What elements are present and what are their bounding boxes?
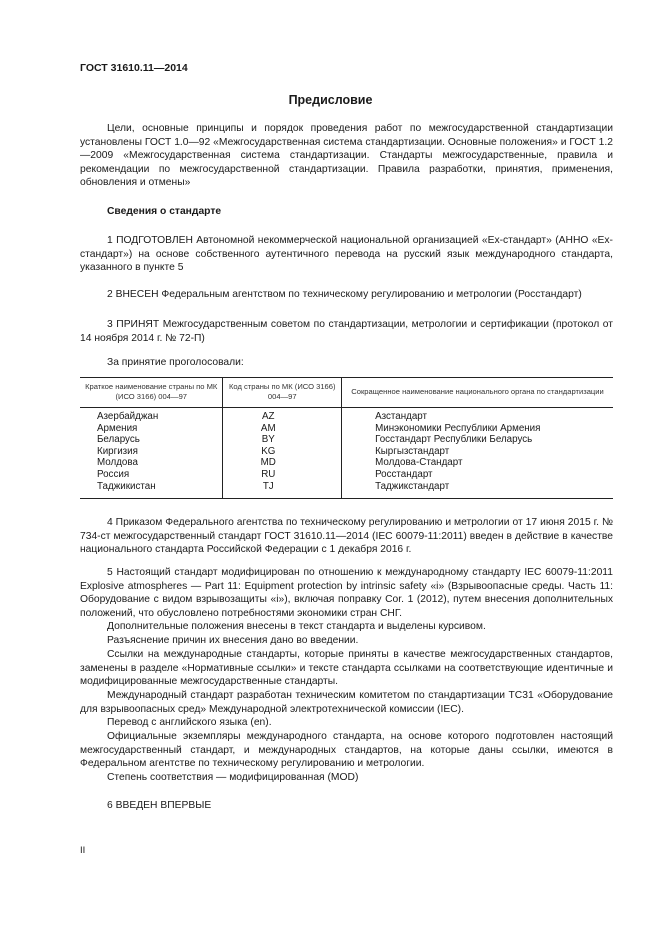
- country-code: TJ: [262, 480, 274, 492]
- country-name: Армения: [97, 422, 138, 434]
- country-name: Киргизия: [97, 445, 138, 457]
- page-number: II: [80, 845, 86, 856]
- country-code: AM: [260, 422, 276, 434]
- table-row: [80, 408, 613, 499]
- standards-body: Кыргызстандарт: [375, 445, 450, 457]
- item-5-explanation: Разъяснение причин их внесения дано во введении.: [107, 635, 359, 646]
- country-code: RU: [261, 468, 276, 480]
- country-code: KG: [261, 445, 276, 457]
- section-title: Предисловие: [288, 93, 373, 107]
- item-5: 5 Настоящий стандарт модифицирован по отношению к международному стандарту IEC 60079-11:2011 Explosive atmospheres — Part 11: Equipment protection by intrinsic safety «i» (Взрывоопасные среды. Часть 11: Оборудование с видом взрывозащиты «i»), включая поправку Cor. 1 (2012), путем внесения дополнительных положений, что обусловлено потребностями экономики стран СНГ.: [80, 567, 613, 619]
- standards-body: Госстандарт Республики Беларусь: [375, 434, 533, 446]
- country-name: Таджикистан: [97, 480, 156, 492]
- voting-table: [80, 377, 613, 499]
- item-5-degree: Степень соответствия — модифицированная (MOD): [107, 772, 359, 783]
- item-5-official-copies: Официальные экземпляры международного стандарта, на основе которого подготовлен настоящий межгосударственный стандарт, и международных стандартов, на которые даны ссылки, имеются в Федеральном агентстве по техническому регулированию и метрологии.: [80, 731, 613, 769]
- body-column: [342, 408, 613, 499]
- country-name: Россия: [97, 468, 130, 480]
- country-name: Азербайджан: [97, 411, 159, 422]
- item-1: 1 ПОДГОТОВЛЕН Автономной некоммерческой национальной организацией «Ех-стандарт» (АННО «Ех-стандарт») на основе собственного аутентичного перевода на русский язык международного стандарта, указанного в пункте 5: [80, 235, 613, 273]
- table-header-code: Код страны по МК (ИСО 3166) 004—97: [223, 378, 342, 408]
- info-heading: Сведения о стандарте: [107, 206, 222, 217]
- item-4: 4 Приказом Федерального агентства по техническому регулированию и метрологии от 17 июня 2015 г. № 734-ст межгосударственный стандарт ГОСТ 31610.11—2014 (IEC 60079-11:2011) введен в действие в качестве национального стандарта Российской Федерации с 1 декабря 2016 г.: [80, 517, 613, 555]
- item-2: 2 ВНЕСЕН Федеральным агентством по техническому регулированию и метрологии (Росстандарт): [107, 289, 582, 300]
- document-header: ГОСТ 31610.11—2014: [80, 62, 188, 74]
- item-5-references: Ссылки на международные стандарты, которые приняты в качестве межгосударственных стандартов, заменены в разделе «Нормативные ссылки» и тексте стандарта ссылками на соответствующие идентичные и модифицированные межгосударственные стандарты.: [80, 649, 613, 687]
- country-code: AZ: [262, 411, 275, 422]
- standards-body: Таджикстандарт: [375, 480, 450, 492]
- voted-label: За принятие проголосовали:: [107, 357, 244, 368]
- item-5-additions: Дополнительные положения внесены в текст стандарта и выделены курсивом.: [107, 621, 486, 632]
- item-5-committee: Международный стандарт разработан техническим комитетом по стандартизации ТС31 «Оборудование для взрывоопасных сред» Международной электротехнической комиссии (IEC).: [80, 690, 613, 715]
- standards-body: Минэкономики Республики Армения: [375, 422, 541, 434]
- country-code: BY: [261, 434, 275, 446]
- standards-body: Росстандарт: [375, 468, 433, 480]
- table-header-body: Сокращенное наименование национального органа по стандартизации: [342, 378, 613, 408]
- table-header-country: Краткое наименование страны по МК (ИСО 3166) 004—97: [80, 378, 223, 408]
- code-column: [223, 408, 342, 499]
- country-code: MD: [260, 457, 276, 469]
- standards-body: Молдова-Стандарт: [375, 457, 463, 469]
- country-name: Молдова: [97, 457, 138, 469]
- item-5-translation: Перевод с английского языка (en).: [107, 717, 272, 728]
- standards-body: Азстандарт: [375, 411, 427, 422]
- item-3: 3 ПРИНЯТ Межгосударственным советом по стандартизации, метрологии и сертификации (протокол от 14 ноября 2014 г. № 72-П): [80, 319, 613, 344]
- country-name: Беларусь: [97, 434, 140, 446]
- item-6: 6 ВВЕДЕН ВПЕРВЫЕ: [107, 800, 212, 811]
- intro-paragraph: Цели, основные принципы и порядок проведения работ по межгосударственной стандартизации установлены ГОСТ 1.0—92 «Межгосударственная система стандартизации. Основные положения» и ГОСТ 1.2—2009 «Межгосударственная система стандартизации. Стандарты межгосударственные, правила и рекомендации по межгосударственной стандартизации. Правила разработки, принятия, применения, обновления и отмены»: [80, 123, 613, 188]
- country-column: [80, 408, 223, 499]
